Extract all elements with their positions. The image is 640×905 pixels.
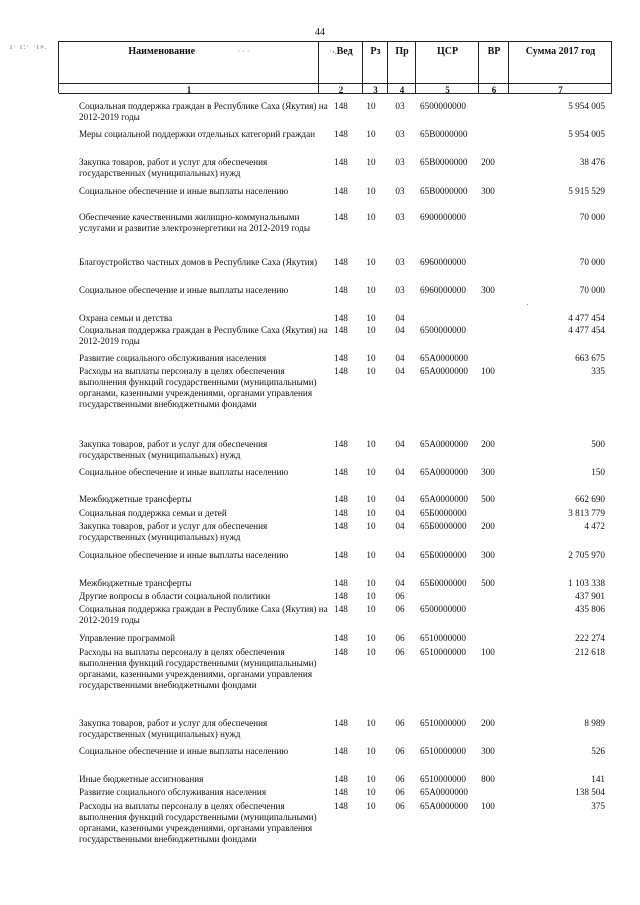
row-pr: 03: [395, 257, 405, 267]
header-ved-marks: ·›.: [329, 47, 337, 56]
row-vr: 300: [481, 746, 495, 756]
row-rz: 10: [366, 325, 376, 335]
row-sum: 3 813 779: [568, 508, 605, 518]
row-csr: 65А0000000: [420, 439, 468, 449]
row-rz: 10: [366, 508, 376, 518]
header-ved: Вед: [336, 46, 353, 57]
row-pr: 06: [395, 604, 405, 614]
row-vr: 300: [481, 467, 495, 477]
row-pr: 04: [395, 313, 405, 323]
row-rz: 10: [366, 101, 376, 111]
row-ved: 148: [334, 591, 348, 601]
row-name: Охрана семьи и детства: [79, 313, 173, 323]
row-vr: 100: [481, 647, 495, 657]
row-csr: 65А0000000: [420, 801, 468, 811]
header-num-vr: 6: [491, 85, 497, 95]
row-ved: 148: [334, 186, 348, 196]
row-pr: 04: [395, 578, 405, 588]
row-pr: 03: [395, 101, 405, 111]
row-pr: 04: [395, 521, 405, 531]
row-csr: 6500000000: [420, 604, 466, 614]
row-pr: 04: [395, 550, 405, 560]
row-pr: 03: [395, 157, 405, 167]
row-ved: 148: [334, 774, 348, 784]
row-ved: 148: [334, 578, 348, 588]
row-pr: 04: [395, 366, 405, 376]
row-ved: 148: [334, 604, 348, 614]
row-pr: 06: [395, 633, 405, 643]
row-rz: 10: [366, 591, 376, 601]
row-rz: 10: [366, 439, 376, 449]
header-pr: Пр: [395, 46, 409, 57]
row-ved: 148: [334, 366, 348, 376]
row-csr: 6510000000: [420, 633, 466, 643]
row-name: Закупка товаров, работ и услуг для обеспечения государственных (муниципальных) нужд: [79, 718, 268, 739]
row-csr: 6500000000: [420, 101, 466, 111]
row-ved: 148: [334, 439, 348, 449]
row-pr: 04: [395, 353, 405, 363]
row-pr: 06: [395, 591, 405, 601]
table-header: [58, 41, 612, 93]
row-ved: 148: [334, 325, 348, 335]
row-rz: 10: [366, 633, 376, 643]
row-sum: 335: [591, 366, 605, 376]
row-sum: 437 901: [575, 591, 605, 601]
row-rz: 10: [366, 801, 376, 811]
header-name: Наименование: [128, 46, 196, 57]
row-name: Расходы на выплаты персоналу в целях обеспечения выполнения функций государственными (муниципальными) органами, казенными учреждениями, органами управления государственными внебюджетными фондами: [79, 647, 317, 690]
row-sum: 526: [591, 746, 605, 756]
row-ved: 148: [334, 257, 348, 267]
scan-speck: [527, 304, 528, 305]
row-sum: 38 476: [579, 157, 605, 167]
row-sum: 5 954 005: [568, 129, 605, 139]
row-pr: 04: [395, 508, 405, 518]
row-pr: 03: [395, 212, 405, 222]
row-rz: 10: [366, 129, 376, 139]
row-csr: 6900000000: [420, 212, 466, 222]
row-vr: 100: [481, 366, 495, 376]
row-rz: 10: [366, 774, 376, 784]
row-sum: 8 989: [584, 718, 605, 728]
row-ved: 148: [334, 550, 348, 560]
row-vr: 200: [481, 718, 495, 728]
row-pr: 04: [395, 439, 405, 449]
header-num-sum: 7: [558, 85, 563, 95]
row-name: Закупка товаров, работ и услуг для обеспечения государственных (муниципальных) нужд: [79, 439, 268, 460]
row-name: Социальная поддержка граждан в Республике Саха (Якутия) на 2012-2019 годы: [79, 604, 328, 625]
row-sum: 2 705 970: [568, 550, 605, 560]
row-sum: 1 103 338: [568, 578, 605, 588]
header-csr: ЦСР: [436, 46, 459, 57]
row-sum: 435 806: [575, 604, 605, 614]
row-rz: 10: [366, 353, 376, 363]
row-rz: 10: [366, 366, 376, 376]
row-sum: 4 477 454: [568, 313, 605, 323]
row-name: Другие вопросы в области социальной политики: [79, 591, 271, 601]
row-pr: 06: [395, 718, 405, 728]
row-ved: 148: [334, 157, 348, 167]
margin-marks: ı· ı:· ·ı».: [10, 42, 48, 51]
row-rz: 10: [366, 604, 376, 614]
row-pr: 03: [395, 285, 405, 295]
row-rz: 10: [366, 718, 376, 728]
row-ved: 148: [334, 285, 348, 295]
row-sum: 138 504: [575, 787, 605, 797]
row-ved: 148: [334, 212, 348, 222]
row-name: Развитие социального обслуживания населения: [79, 353, 267, 363]
row-name: Социальное обеспечение и иные выплаты населению: [79, 550, 289, 560]
row-csr: 65Б0000000: [420, 550, 467, 560]
row-ved: 148: [334, 353, 348, 363]
header-name-marks: · · ·: [237, 47, 250, 56]
row-ved: 148: [334, 647, 348, 657]
row-csr: 6510000000: [420, 774, 466, 784]
row-sum: 500: [591, 439, 605, 449]
row-ved: 148: [334, 801, 348, 811]
row-csr: 65B0000000: [420, 157, 468, 167]
row-vr: 300: [481, 285, 495, 295]
row-csr: 65B0000000: [420, 186, 468, 196]
row-pr: 04: [395, 494, 405, 504]
row-csr: 65А0000000: [420, 787, 468, 797]
row-rz: 10: [366, 578, 376, 588]
row-pr: 04: [395, 325, 405, 335]
row-sum: 70 000: [579, 285, 605, 295]
row-vr: 500: [481, 494, 495, 504]
row-sum: 212 618: [575, 647, 605, 657]
row-sum: 150: [591, 467, 605, 477]
row-name: Социальное обеспечение и иные выплаты населению: [79, 746, 289, 756]
row-name: Расходы на выплаты персоналу в целях обеспечения выполнения функций государственными (муниципальными) органами, казенными учреждениями, органами управления государственными внебюджетными фондами: [79, 366, 317, 409]
row-pr: 06: [395, 787, 405, 797]
row-sum: 4 472: [584, 521, 605, 531]
row-sum: 5 954 005: [568, 101, 605, 111]
row-rz: 10: [366, 212, 376, 222]
row-rz: 10: [366, 313, 376, 323]
row-csr: 6510000000: [420, 718, 466, 728]
row-name: Социальное обеспечение и иные выплаты населению: [79, 186, 289, 196]
row-rz: 10: [366, 285, 376, 295]
header-sum: Сумма 2017 год: [525, 46, 596, 57]
row-ved: 148: [334, 718, 348, 728]
header-num-csr: 5: [445, 85, 450, 95]
row-csr: 65B0000000: [420, 129, 468, 139]
row-name: Социальная поддержка семьи и детей: [79, 508, 227, 518]
row-ved: 148: [334, 787, 348, 797]
row-ved: 148: [334, 494, 348, 504]
row-vr: 200: [481, 157, 495, 167]
row-csr: 65А0000000: [420, 366, 468, 376]
row-vr: 200: [481, 439, 495, 449]
row-sum: 70 000: [579, 257, 605, 267]
row-pr: 06: [395, 746, 405, 756]
row-rz: 10: [366, 521, 376, 531]
header-num-name: 1: [186, 85, 192, 95]
row-rz: 10: [366, 257, 376, 267]
row-csr: 6510000000: [420, 746, 466, 756]
row-sum: 141: [591, 774, 605, 784]
row-pr: 03: [395, 129, 405, 139]
row-csr: 65Б0000000: [420, 521, 467, 531]
row-sum: 5 915 529: [568, 186, 605, 196]
row-csr: 6500000000: [420, 325, 466, 335]
row-csr: 65А0000000: [420, 494, 468, 504]
row-csr: 6960000000: [420, 257, 466, 267]
row-rz: 10: [366, 157, 376, 167]
row-name: Меры социальной поддержки отдельных категорий граждан: [79, 129, 316, 139]
row-csr: 65Б0000000: [420, 508, 467, 518]
row-vr: 300: [481, 550, 495, 560]
header-name-wrap: [59, 46, 319, 57]
row-ved: 148: [334, 746, 348, 756]
header-vr: ВР: [487, 46, 501, 57]
row-name: Социальная поддержка граждан в Республике Саха (Якутия) на 2012-2019 годы: [79, 325, 328, 346]
row-pr: 06: [395, 647, 405, 657]
header-ved-wrap: [319, 46, 363, 57]
header-divider: [59, 83, 612, 84]
row-vr: 100: [481, 801, 495, 811]
row-csr: 65А0000000: [420, 353, 468, 363]
row-sum: 663 675: [575, 353, 605, 363]
header-rz: Рз: [370, 46, 381, 57]
row-ved: 148: [334, 508, 348, 518]
row-sum: 222 274: [575, 633, 605, 643]
row-csr: 6960000000: [420, 285, 466, 295]
row-ved: 148: [334, 313, 348, 323]
header-num-pr: 4: [399, 85, 405, 95]
row-vr: 200: [481, 521, 495, 531]
row-name: Межбюджетные трансферты: [79, 578, 192, 588]
row-rz: 10: [366, 550, 376, 560]
row-rz: 10: [366, 186, 376, 196]
row-ved: 148: [334, 521, 348, 531]
row-ved: 148: [334, 129, 348, 139]
row-vr: 800: [481, 774, 495, 784]
row-rz: 10: [366, 746, 376, 756]
row-vr: 500: [481, 578, 495, 588]
row-name: Развитие социального обслуживания населения: [79, 787, 267, 797]
row-ved: 148: [334, 101, 348, 111]
row-pr: 06: [395, 774, 405, 784]
row-name: Социальное обеспечение и иные выплаты населению: [79, 285, 289, 295]
row-csr: 65А0000000: [420, 467, 468, 477]
row-rz: 10: [366, 467, 376, 477]
row-name: Иные бюджетные ассигнования: [79, 774, 204, 784]
row-ved: 148: [334, 633, 348, 643]
row-name: Обеспечение качественными жилищно-коммунальными услугами и развитие электроэнергетики на 2012-2019 годы: [79, 212, 310, 233]
row-rz: 10: [366, 647, 376, 657]
row-csr: 65Б0000000: [420, 578, 467, 588]
row-name: Расходы на выплаты персоналу в целях обеспечения выполнения функций государственными (муниципальными) органами, казенными учреждениями, органами управления государственными внебюджетными фондами: [79, 801, 317, 844]
row-rz: 10: [366, 494, 376, 504]
row-sum: 70 000: [579, 212, 605, 222]
header-num-ved: 2: [338, 85, 344, 95]
row-name: Межбюджетные трансферты: [79, 494, 192, 504]
header-num-rz: 3: [373, 85, 378, 95]
row-pr: 06: [395, 801, 405, 811]
row-rz: 10: [366, 787, 376, 797]
row-vr: 300: [481, 186, 495, 196]
row-name: Социальное обеспечение и иные выплаты населению: [79, 467, 289, 477]
row-name: Социальная поддержка граждан в Республике Саха (Якутия) на 2012-2019 годы: [79, 101, 328, 122]
row-sum: 375: [591, 801, 605, 811]
row-csr: 6510000000: [420, 647, 466, 657]
row-ved: 148: [334, 467, 348, 477]
row-name: Благоустройство частных домов в Республике Саха (Якутия): [79, 257, 318, 267]
row-pr: 04: [395, 467, 405, 477]
row-name: Закупка товаров, работ и услуг для обеспечения государственных (муниципальных) нужд: [79, 521, 268, 542]
row-sum: 662 690: [575, 494, 605, 504]
row-pr: 03: [395, 186, 405, 196]
row-name: Закупка товаров, работ и услуг для обеспечения государственных (муниципальных) нужд: [79, 157, 268, 178]
row-sum: 4 477 454: [568, 325, 605, 335]
row-name: Управление программой: [79, 633, 176, 643]
page-number: 44: [315, 27, 325, 38]
